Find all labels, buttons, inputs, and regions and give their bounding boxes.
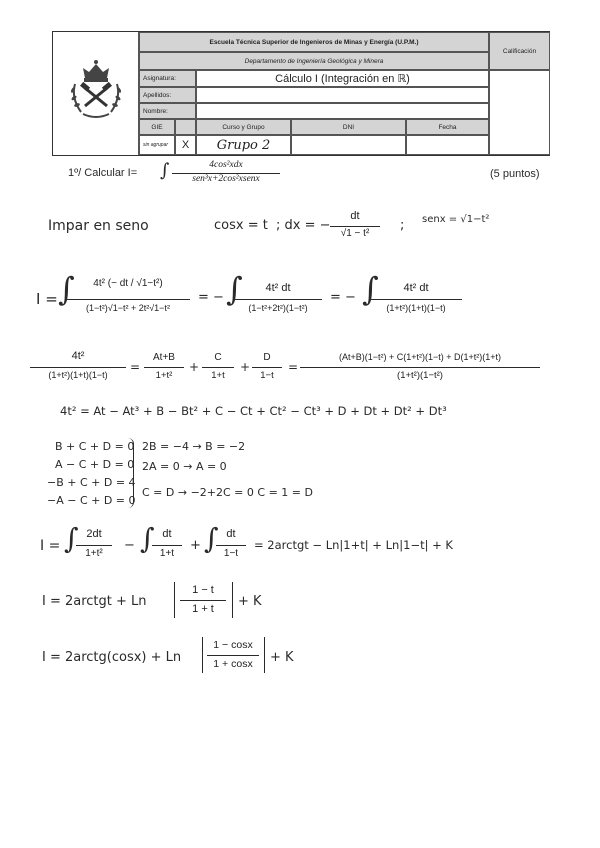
pf-term1-bar xyxy=(144,367,184,368)
exam-header xyxy=(52,31,550,156)
step1-bar2 xyxy=(234,299,322,300)
pf-eq2: = xyxy=(288,360,299,374)
pf-term3-denominator: 1−t xyxy=(260,370,274,381)
system-result-1: 2B = −4 → B = −2 xyxy=(142,440,246,453)
dx-denominator: √1 − t² xyxy=(340,228,370,239)
result3-denominator: 1 + cosx xyxy=(213,658,253,670)
step1-numerator3: 4t² dt xyxy=(403,282,429,294)
problem-points: (5 puntos) xyxy=(490,168,540,180)
system-eq-2: A − C + D = 0 xyxy=(55,458,135,471)
blank-cell xyxy=(175,119,196,135)
step1-bar xyxy=(66,299,190,300)
surname-label: Apellidos: xyxy=(139,87,196,103)
step1-bar3 xyxy=(370,299,462,300)
int-term3-numerator: dt xyxy=(226,528,236,540)
pf-eq: = xyxy=(130,360,141,374)
no-group-checkbox[interactable]: X xyxy=(175,135,196,155)
name-field[interactable] xyxy=(196,103,489,119)
result3-prefix: I = 2arctg(cosx) + Ln xyxy=(42,650,182,665)
system-brace xyxy=(127,438,134,508)
problem-number: 1º/ Calcular I= xyxy=(68,167,138,179)
result3-suffix: + K xyxy=(270,650,294,665)
problem-integral-sign: ∫ xyxy=(160,160,170,181)
abs-bar-right xyxy=(264,637,265,673)
pf-term3-bar xyxy=(252,367,282,368)
int-I: I = xyxy=(40,538,61,554)
department-name: Departamento de Ingeniería Geológica y Minera xyxy=(139,52,489,70)
date-field[interactable] xyxy=(406,135,489,155)
abs-bar-left xyxy=(174,582,175,618)
expansion-line: 4t² = At − At³ + B − Bt² + C − Ct + Ct² − Ct³ + D + Dt + Dt² + Dt³ xyxy=(60,404,447,418)
system-eq-1: B + C + D = 0 xyxy=(55,440,135,453)
problem-denominator: sen³x+2cos²xsenx xyxy=(192,174,260,184)
integral-sign: ∫ xyxy=(362,270,379,308)
integral-sign: ∫ xyxy=(226,270,243,308)
int-term1-numerator: 2dt xyxy=(86,528,102,540)
no-group-label: sin agrupar xyxy=(139,135,175,155)
step1-I: I = xyxy=(36,290,58,308)
pf-lhs-bar xyxy=(30,367,126,368)
upm-crest-logo xyxy=(53,32,139,155)
dx-bar xyxy=(330,226,380,227)
substitution-sen: senx = √1−t² xyxy=(422,214,490,225)
pf-rhs-numerator: (At+B)(1−t²) + C(1+t²)(1−t) + D(1+t²)(1+t) xyxy=(338,352,502,362)
gie-label: GIE xyxy=(139,119,175,135)
grade-label: Calificación xyxy=(489,32,550,70)
pf-term2-denominator: 1+t xyxy=(211,370,225,381)
dni-field[interactable] xyxy=(291,135,406,155)
int-term3-bar xyxy=(216,545,246,546)
step1-eq2: = − xyxy=(330,290,356,305)
result2-bar xyxy=(180,600,226,601)
dni-label: DNI xyxy=(291,119,406,135)
pf-term3-numerator: D xyxy=(263,352,271,363)
integral-sign: ∫ xyxy=(140,522,155,555)
int-result: = 2arctgt − Ln|1+t| + Ln|1−t| + K xyxy=(254,538,453,552)
int-term2-denominator: 1+t xyxy=(159,548,175,559)
substitution-cos: cosx = t xyxy=(214,218,268,233)
substitution-dx: ; dx = − xyxy=(276,218,331,233)
system-result-3: C = D → −2+2C = 0 C = 1 = D xyxy=(142,486,313,499)
system-result-2: 2A = 0 → A = 0 xyxy=(142,460,227,473)
pf-term1-denominator: 1+t² xyxy=(155,370,173,381)
pf-term2-bar xyxy=(202,367,234,368)
integral-sign: ∫ xyxy=(64,522,79,555)
dx-numerator: dt xyxy=(350,210,360,222)
int-term2-numerator: dt xyxy=(162,528,172,540)
result3-numerator: 1 − cosx xyxy=(213,639,253,651)
course-label: Curso y Grupo xyxy=(196,119,291,135)
group-value[interactable]: Grupo 2 xyxy=(196,135,291,155)
system-eq-3: −B + C + D = 4 xyxy=(47,476,136,489)
name-label: Nombre: xyxy=(139,103,196,119)
pf-rhs-bar xyxy=(300,367,540,368)
result3-bar xyxy=(207,655,259,656)
int-minus: − xyxy=(124,538,135,553)
result2-numerator: 1 − t xyxy=(192,584,214,596)
problem-numerator: 4cos²xdx xyxy=(209,160,243,170)
step1-numerator: 4t² (− dt / √1−t²) xyxy=(93,278,163,289)
step1-eq1: = − xyxy=(198,290,224,305)
integral-sign: ∫ xyxy=(58,270,75,308)
abs-bar-left xyxy=(202,637,203,673)
pf-lhs-denominator: (1+t²)(1+t)(1−t) xyxy=(48,370,108,380)
pf-term1-numerator: At+B xyxy=(153,352,175,363)
int-term1-bar xyxy=(76,545,112,546)
result2-suffix: + K xyxy=(238,594,262,609)
system-eq-4: −A − C + D = 0 xyxy=(47,494,136,507)
step1-denominator: (1−t²)√1−t² + 2t²√1−t² xyxy=(86,303,170,313)
date-label: Fecha xyxy=(406,119,489,135)
pf-plus2: + xyxy=(240,360,251,374)
school-name: Escuela Técnica Superior de Ingenieros de Minas y Energía (U.P.M.) xyxy=(139,32,489,52)
subject-value: Cálculo I (Integración en ℝ) xyxy=(196,70,489,87)
pf-lhs-numerator: 4t² xyxy=(71,350,85,362)
pf-plus1: + xyxy=(189,360,200,374)
surname-field[interactable] xyxy=(196,87,489,103)
int-plus: + xyxy=(190,538,201,553)
int-term1-denominator: 1+t² xyxy=(85,548,103,559)
step1-denominator2: (1−t²+2t²)(1−t²) xyxy=(248,303,308,313)
separator: ; xyxy=(400,218,405,233)
int-term2-bar xyxy=(152,545,182,546)
pf-rhs-denominator: (1+t²)(1−t²) xyxy=(397,370,443,381)
result2-prefix: I = 2arctgt + Ln xyxy=(42,594,147,609)
result2-denominator: 1 + t xyxy=(192,603,214,615)
pf-term2-numerator: C xyxy=(214,352,222,363)
step1-numerator2: 4t² dt xyxy=(265,282,291,294)
abs-bar-right xyxy=(232,582,233,618)
int-term3-denominator: 1−t xyxy=(223,548,239,559)
subject-label: Asignatura: xyxy=(139,70,196,87)
odd-in-sine-note: Impar en seno xyxy=(48,218,149,234)
grade-box[interactable] xyxy=(489,70,550,155)
crown-hammers-icon xyxy=(53,32,139,155)
integral-sign: ∫ xyxy=(204,522,219,555)
step1-denominator3: (1+t²)(1+t)(1−t) xyxy=(386,303,446,313)
